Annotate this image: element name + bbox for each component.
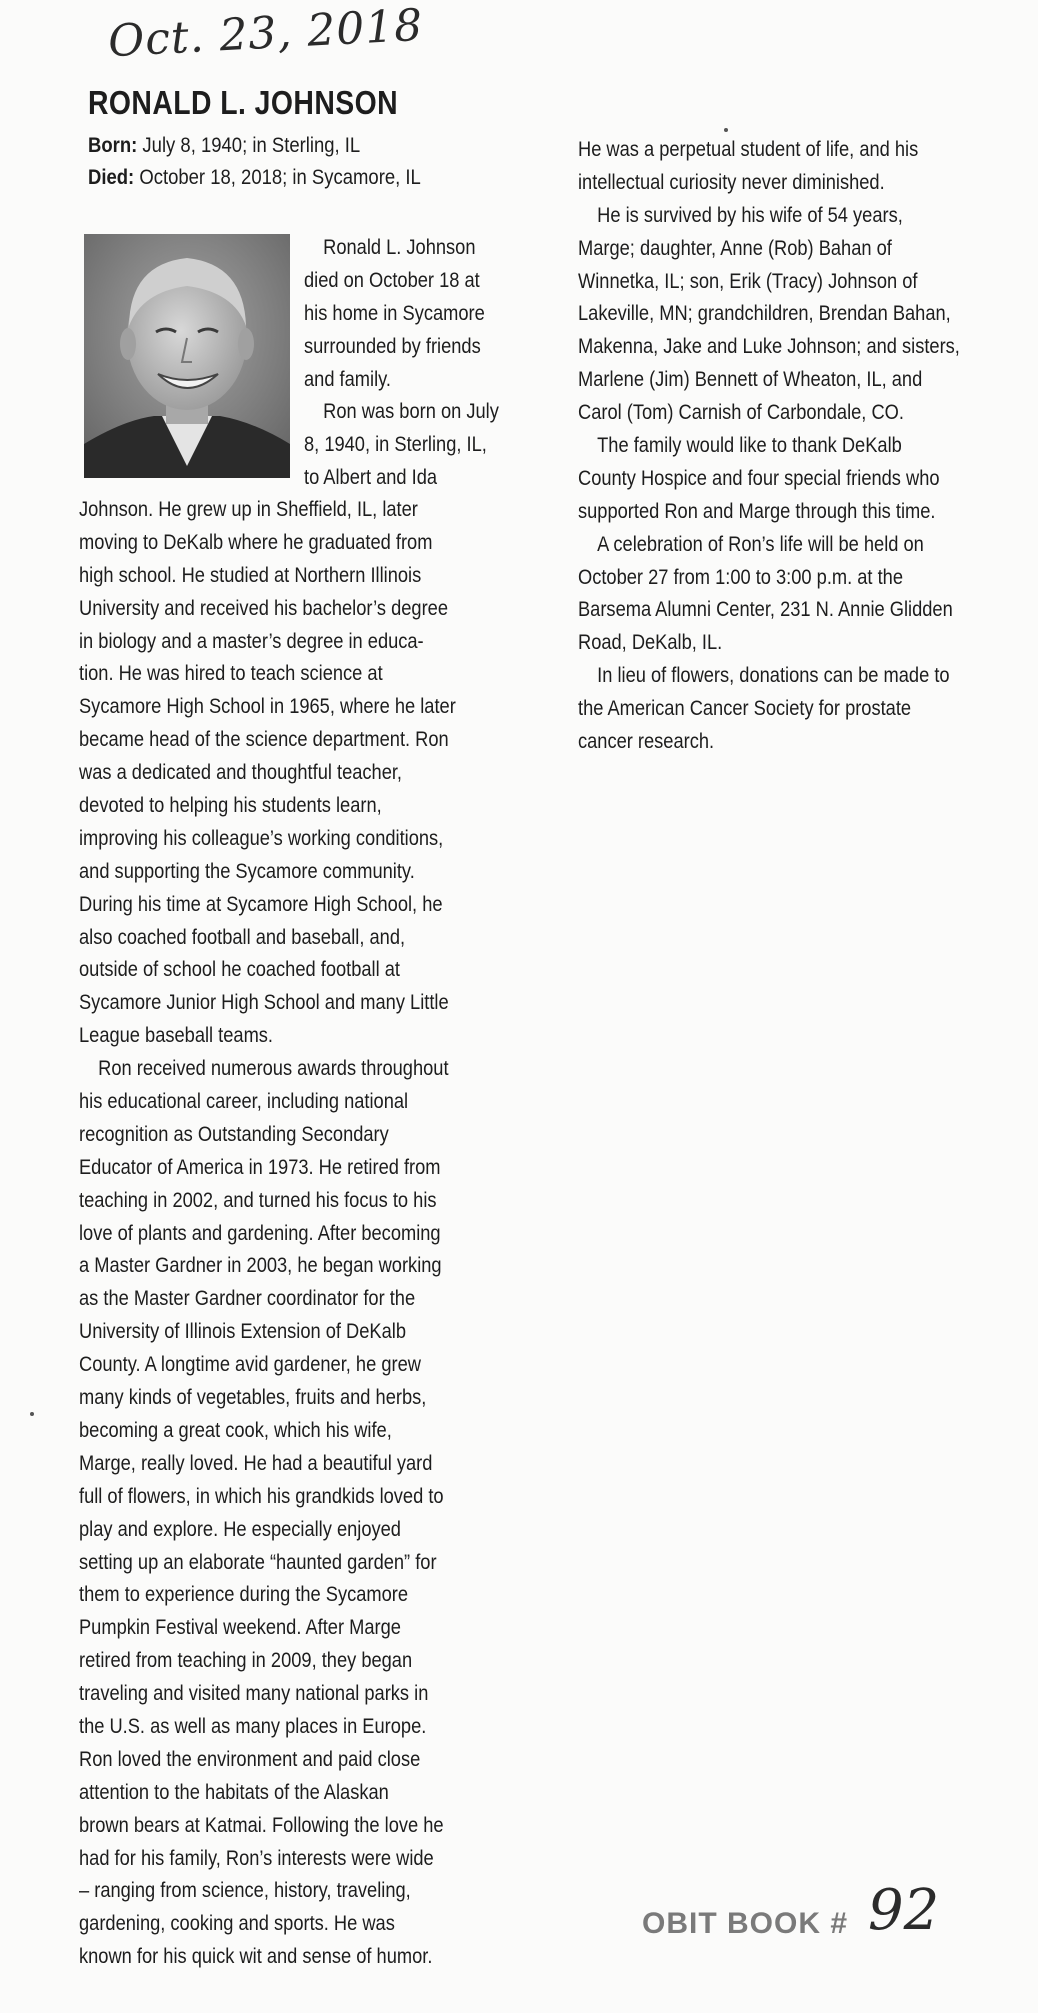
text-line: Carol (Tom) Carnish of Carbondale, CO. [578, 401, 904, 425]
text-line: play and explore. He especially enjoyed [79, 1517, 401, 1541]
obit-book-number: 92 [868, 1878, 940, 1943]
text-line: Ron loved the environment and paid close [79, 1747, 421, 1771]
text-line: gardening, cooking and sports. He was [79, 1912, 395, 1936]
portrait-photo [84, 234, 290, 478]
text-line: Marlene (Jim) Bennett of Wheaton, IL, and [578, 368, 923, 392]
text-line: University of Illinois Extension of DeKalb [79, 1320, 406, 1344]
text-line: Road, DeKalb, IL. [578, 631, 723, 655]
text-line: to Albert and Ida [304, 466, 438, 490]
portrait-illustration [84, 234, 290, 478]
text-line: improving his colleague’s working conditions, [79, 826, 444, 850]
obituary-name-heading: RONALD L. JOHNSON [88, 84, 399, 121]
text-line: Sycamore High School in 1965, where he later [79, 695, 456, 719]
text-line: Johnson. He grew up in Sheffield, IL, later [79, 498, 418, 521]
text-line: the U.S. as well as many places in Europe. [79, 1714, 427, 1738]
text-line: League baseball teams. [79, 1024, 274, 1048]
text-line: and supporting the Sycamore community. [79, 859, 415, 883]
text-line: devoted to helping his students learn, [79, 794, 382, 818]
text-line: had for his family, Ron’s interests were wide [79, 1846, 434, 1870]
text-line: a Master Gardner in 2003, he began working [79, 1254, 442, 1278]
text-line: setting up an elaborate “haunted garden” for [79, 1550, 437, 1574]
text-line: tion. He was hired to teach science at [79, 662, 383, 686]
obit-book-stamp: OBIT BOOK # [642, 1907, 849, 1940]
text-line: During his time at Sycamore High School, he [79, 892, 443, 916]
born-value: July 8, 1940; in Sterling, IL [142, 134, 361, 157]
text-line: Barsema Alumni Center, 231 N. Annie Glidden [578, 598, 953, 622]
text-line: supported Ron and Marge through this time. [578, 499, 936, 523]
text-line: Winnetka, IL; son, Erik (Tracy) Johnson of [578, 269, 918, 293]
text-line: University and received his bachelor’s degree [79, 596, 448, 620]
text-line: became head of the science department. Ron [79, 728, 449, 752]
text-line: Ron received numerous awards throughout [98, 1057, 449, 1081]
text-line: Pumpkin Festival weekend. After Marge [79, 1616, 401, 1640]
column-2-text [578, 134, 1038, 759]
born-line [88, 134, 360, 158]
text-line: love of plants and gardening. After becoming [79, 1221, 441, 1245]
text-line: was a dedicated and thoughtful teacher, [79, 761, 403, 785]
text-line: brown bears at Katmai. Following the love he [79, 1813, 444, 1837]
text-line: He was a perpetual student of life, and his [578, 138, 919, 161]
text-line: his educational career, including national [79, 1090, 409, 1114]
text-line: moving to DeKalb where he graduated from [79, 530, 433, 554]
text-line: He is survived by his wife of 54 years, [597, 203, 903, 227]
text-line: A celebration of Ron’s life will be held on [597, 532, 924, 556]
text-line: attention to the habitats of the Alaskan [79, 1780, 389, 1804]
text-line: intellectual curiosity never diminished. [578, 170, 885, 194]
text-line: Ron was born on July [323, 400, 499, 424]
text-line: teaching in 2002, and turned his focus to his [79, 1188, 437, 1212]
text-line: and family. [304, 367, 391, 391]
text-line: Lakeville, MN; grandchildren, Brendan Bahan, [578, 302, 951, 326]
text-line: them to experience during the Sycamore [79, 1583, 409, 1607]
text-line: Sycamore Junior High School and many Little [79, 991, 449, 1015]
text-line: high school. He studied at Northern Illinois [79, 563, 422, 587]
text-line: also coached football and baseball, and, [79, 925, 406, 949]
text-line: In lieu of flowers, donations can be made to [597, 664, 950, 688]
text-line: County Hospice and four special friends who [578, 466, 940, 490]
text-line: Marge; daughter, Anne (Rob) Bahan of [578, 236, 892, 260]
text-line: 8, 1940, in Sterling, IL, [304, 433, 487, 457]
text-line: Educator of America in 1973. He retired from [79, 1155, 441, 1179]
text-line: in biology and a master’s degree in educa- [79, 629, 424, 653]
text-line: – ranging from science, history, traveling, [79, 1879, 411, 1903]
text-line: known for his quick wit and sense of humor. [79, 1945, 433, 1969]
speck-dot [724, 128, 728, 132]
text-line: recognition as Outstanding Secondary [79, 1122, 389, 1146]
text-line: many kinds of vegetables, fruits and herbs, [79, 1386, 427, 1410]
text-line: The family would like to thank DeKalb [597, 434, 902, 458]
speck-dot [30, 1412, 34, 1416]
text-line: full of flowers, in which his grandkids loved to [79, 1484, 444, 1508]
died-label: Died: [88, 166, 135, 189]
text-line: as the Master Gardner coordinator for the [79, 1287, 416, 1311]
text-line: outside of school he coached football at [79, 958, 400, 982]
born-label: Born: [88, 134, 138, 157]
died-line [88, 166, 421, 190]
text-line: Makenna, Jake and Luke Johnson; and sisters, [578, 335, 960, 359]
text-line: surrounded by friends [304, 334, 481, 358]
text-line: October 27 from 1:00 to 3:00 p.m. at the [578, 565, 903, 589]
handwritten-date: Oct. 23, 2018 [106, 0, 425, 68]
text-line: died on October 18 at [304, 268, 480, 292]
column-1-text [79, 494, 559, 1974]
text-line: Marge, really loved. He had a beautiful yard [79, 1451, 433, 1475]
text-line: cancer research. [578, 730, 715, 754]
column-1-wrapped-text [304, 232, 564, 495]
text-line: the American Cancer Society for prostate [578, 697, 912, 721]
text-line: Ronald L. Johnson [323, 236, 476, 259]
text-line: County. A longtime avid gardener, he grew [79, 1353, 421, 1377]
text-line: his home in Sycamore [304, 301, 485, 325]
text-line: becoming a great cook, which his wife, [79, 1418, 392, 1442]
text-line: retired from teaching in 2009, they began [79, 1649, 413, 1673]
text-line: traveling and visited many national parks in [79, 1682, 429, 1706]
died-value: October 18, 2018; in Sycamore, IL [139, 166, 421, 189]
